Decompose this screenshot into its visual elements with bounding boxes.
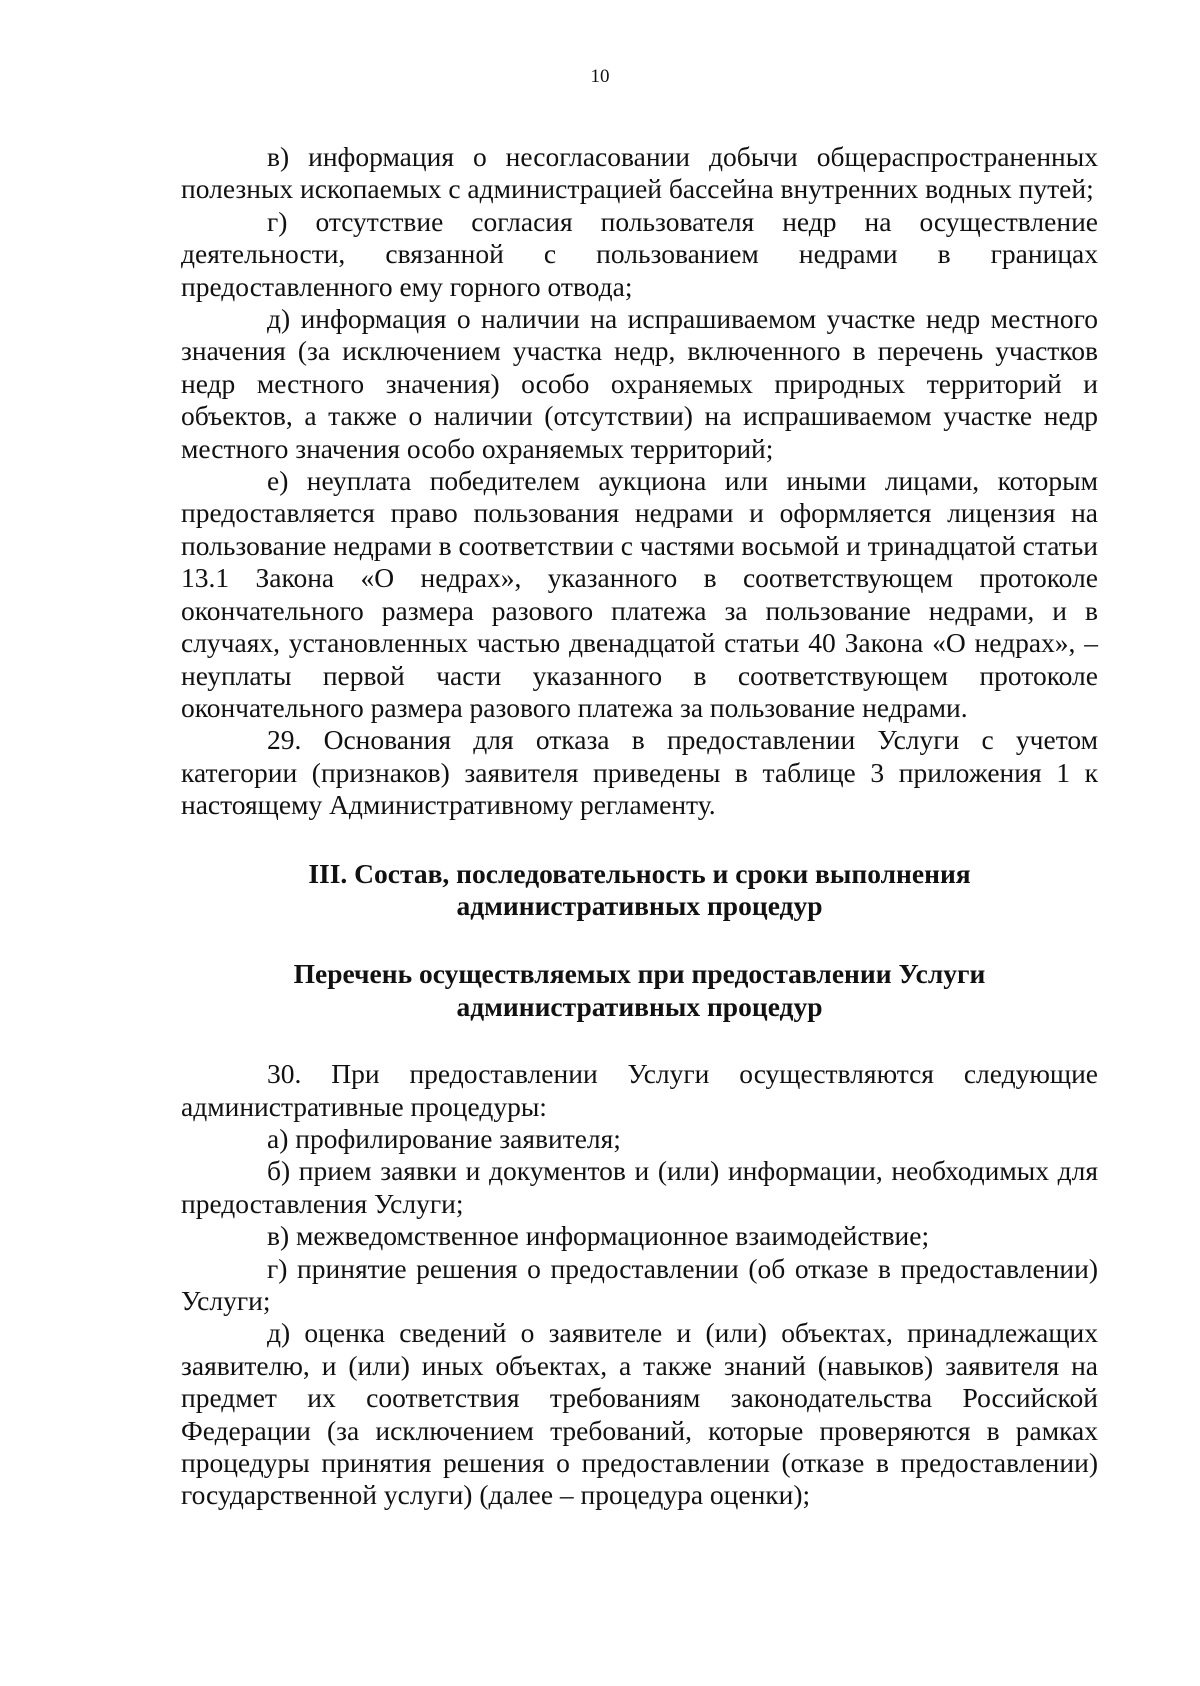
paragraph-d-protected-territories: д) информация о наличии на испрашиваемом участке недр местного значения (за исключением участка недр, включенного в перечень участков недр местного значения) особо охраняемых природных территорий и объектов, а также о наличии (отсутствии) на испрашиваемом участке недр местного значения особо охраняемых территорий; <box>181 303 1098 464</box>
paragraph-v-interagency: в) межведомственное информационное взаимодействие; <box>267 1220 930 1252</box>
section-heading-line-1: III. Состав, последовательность и сроки выполнения <box>308 857 971 889</box>
paragraph-v-basin-administration: в) информация о несогласовании добычи общераспространенных полезных ископаемых с администрацией бассейна внутренних водных путей; <box>181 141 1098 205</box>
sub-heading <box>181 958 1098 1023</box>
page-content <box>181 141 1098 1512</box>
paragraph-29-refusal-grounds: 29. Основания для отказа в предоставлении Услуги с учетом категории (признаков) заявителя приведены в таблице 3 приложения 1 к настоящему Административному регламенту. <box>181 724 1098 821</box>
paragraph-g-subsoil-user-consent: г) отсутствие согласия пользователя недр на осуществление деятельности, связанной с пользованием недрами в границах предоставленного ему горного отвода; <box>181 205 1098 302</box>
paragraph-30-procedures: 30. При предоставлении Услуги осуществляются следующие административные процедуры: <box>181 1058 1098 1122</box>
paragraph-d-assessment: д) оценка сведений о заявителе и (или) объектах, принадлежащих заявителю, и (или) иных объектах, а также знаний (навыков) заявителя на предмет их соответствия требованиям законодательства Российской Федерации (за исключением требований, которые проверяются в рамках процедуры принятия решения о предоставлении (отказе в предоставлении) государственной услуги) (далее – процедура оценки); <box>181 1317 1098 1511</box>
paragraph-b-application-intake: б) прием заявки и документов и (или) информации, необходимых для предоставления Услуги; <box>181 1155 1098 1219</box>
section-heading <box>181 858 1098 923</box>
paragraph-g-decision: г) принятие решения о предоставлении (об отказе в предоставлении) Услуги; <box>181 1252 1098 1316</box>
page-number: 10 <box>590 66 610 87</box>
paragraph-a-profiling: а) профилирование заявителя; <box>267 1122 621 1154</box>
section-heading-line-2: административных процедур <box>456 889 823 921</box>
sub-heading-line-1: Перечень осуществляемых при предоставлении Услуги <box>293 958 986 990</box>
sub-heading-line-2: административных процедур <box>456 990 823 1022</box>
paragraph-e-payment-default: е) неуплата победителем аукциона или иными лицами, которым предоставляется право пользования недрами и оформляется лицензия на пользование недрами в соответствии с частями восьмой и тринадцатой статьи 13.1 Закона «О недрах», указанного в соответствующем протоколе окончательного размера разового платежа за пользование недрами, и в случаях, установленных частью двенадцатой статьи 40 Закона «О недрах», – неуплаты первой части указанного в соответствующем протоколе окончательного размера разового платежа за пользование недрами. <box>181 465 1098 723</box>
